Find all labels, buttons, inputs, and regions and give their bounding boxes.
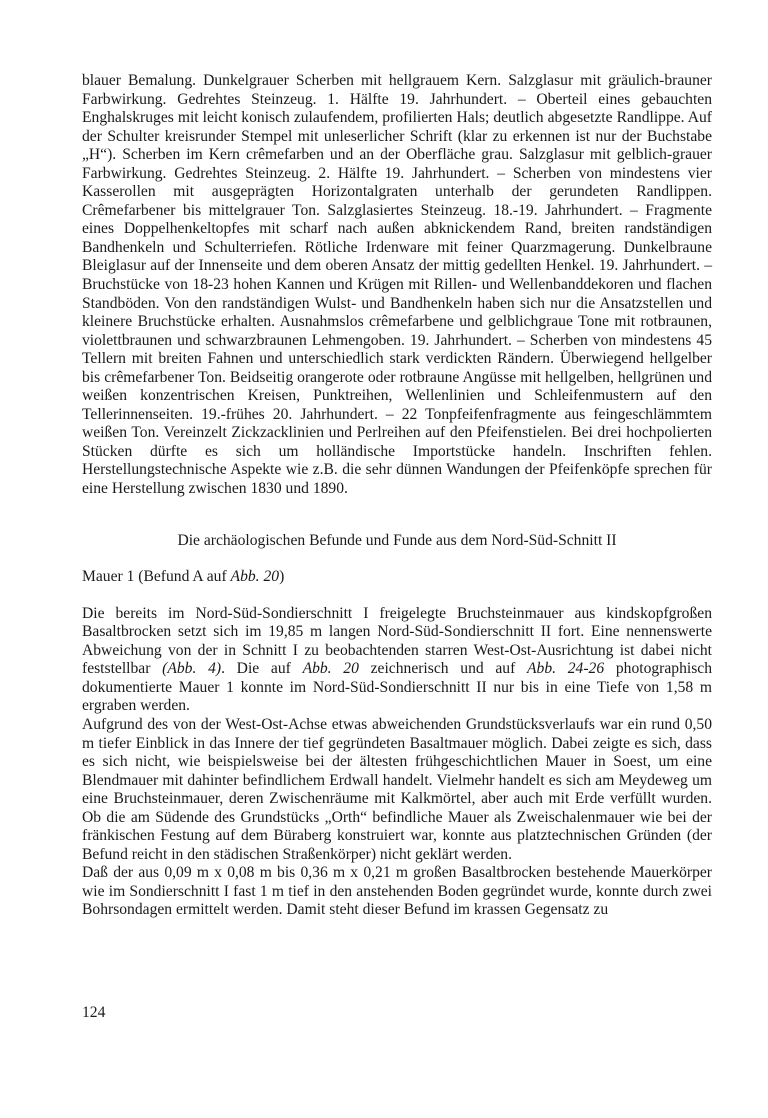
paragraph-wall-interior: Aufgrund des von der West-Ost-Achse etwas abweichenden Grundstücksverlaufs war ein rund 0,50 m tiefer Einblick in das Innere der tief gegründeten Basaltmauer möglich. Dabei zeigte es sich, dass es sich nicht, wie beispielsweise bei der ältesten frühgeschichtlichen Mauer in Soest, um eine Blendmauer mit dahinter befindlichem Erdwall handelt. Vielmehr handelt es sich am Meydeweg um eine Bruchsteinmauer, deren Zwischenräume mit Kalkmörtel, aber auch mit Erde verfüllt wurden. Ob die am Südende des Grundstücks „Orth“ befindliche Mauer als Zweischalenmauer wie bei der fränkischen Festung auf dem Büraberg konstruiert war, konnte aus platztechnischen Gründen (der Befund reicht in den städischen Straßenkörper) nicht geklärt werden. [82,715,712,863]
subheading-mauer-1 [82,568,712,587]
figure-ref-abb-20: Abb. 20 [302,660,359,678]
subheading-text: Mauer 1 (Befund A auf [82,568,231,586]
page-body [82,72,712,920]
paragraph-2-part-1: Die bereits im Nord-Süd-Sondierschnitt I freigelegte Bruchsteinmauer aus kindskopfgroßen Basaltbrocken setzt sich im 19,85 m langen Nord-Süd-Sondierschnitt II fort. Eine nennenswerte Abweichung von der in Schnitt I zu beobachtenden starren West-Ost-Ausrichtung ist dabei nicht feststellbar [82,604,712,678]
figure-ref-abb-4: (Abb. 4) [162,660,222,678]
subheading-figure-ref: Abb. 20 [230,568,280,586]
section-title: Die archäologischen Befunde und Funde aus dem Nord-Süd-Schnitt II [177,531,617,549]
figure-ref-abb-24-26: Abb. 24-26 [527,660,605,678]
paragraph-2-part-2: . Die auf [221,660,303,678]
page-number: 124 [82,1004,106,1021]
paragraph-2-part-4: photographisch dokumentierte Mauer 1 konnte im Nord-Süd-Sondierschnitt II nur bis in eine Tiefe von 1,58 m ergraben werden. [82,660,713,715]
paragraph-wall-foundation: Daß der aus 0,09 m x 0,08 m bis 0,36 m x 0,21 m großen Basaltbrocken bestehende Mauerkörper wie im Sondierschnitt I fast 1 m tief in den anstehenden Boden gegründet wurde, konnte durch zwei Bohrsondagen ermittelt werden. Damit steht dieser Befund im krassen Gegensatz zu [82,864,712,919]
subheading-close: ) [279,568,285,586]
paragraph-wall-description [82,605,712,716]
paragraph-ceramics-catalogue: blauer Bemalung. Dunkelgrauer Scherben mit hellgrauem Kern. Salzglasur mit gräulich-brauner Farbwirkung. Gedrehtes Steinzeug. 1. Hälfte 19. Jahrhundert. – Oberteil eines gebauchten Enghalskruges mit leicht konisch zulaufendem, profilierten Hals; deutlich abgesetzte Randlippe. Auf der Schulter kreisrunder Stempel mit unleserlicher Schrift (klar zu erkennen ist nur der Buchstabe „H“). Scherben im Kern crêmefarben und an der Oberfläche grau. Salzglasur mit gelblich-grauer Farbwirkung. Gedrehtes Steinzeug. 2. Hälfte 19. Jahrhundert. – Scherben von mindestens vier Kasserollen mit ausgeprägten Horizontalgraten unterhalb der gerundeten Randlippen. Crêmefarbener bis mittelgrauer Ton. Salzglasiertes Steinzeug. 18.-19. Jahrhundert. – Fragmente eines Doppelhenkeltopfes mit scharf nach außen abknickendem Rand, breiten randständigen Bandhenkeln und Schulterriefen. Rötliche Irdenware mit feiner Quarzmagerung. Dunkelbraune Bleiglasur auf der Innenseite und dem oberen Ansatz der mittig gedellten Henkel. 19. Jahrhundert. – Bruchstücke von 18-23 hohen Kannen und Krügen mit Rillen- und Wellenbanddekoren und flachen Standböden. Von den randständigen Wulst- und Bandhenkeln haben sich nur die Ansatzstellen und kleinere Bruchstücke erhalten. Ausnahmslos crêmefarbene und gelblichgraue Tone mit rotbraunen, violettbraunen und schwarzbraunen Lehmengoben. 19. Jahrhundert. – Scherben von mindestens 45 Tellern mit breiten Fahnen und unterschiedlich stark verdickten Rändern. Überwiegend hellgelber bis crêmefarbener Ton. Beidseitig orangerote oder rotbraune Angüsse mit hellgelben, hellgrünen und weißen konzentrischen Kreisen, Punktreihen, Wellenlinien und Schleifenmustern auf den Tellerinnenseiten. 19.-frühes 20. Jahrhundert. – 22 Tonpfeifenfragmente aus feingeschlämmtem weißen Ton. Vereinzelt Zickzacklinien und Perlreihen auf den Pfeifenstielen. Bei drei hochpolierten Stücken dürfte es sich um holländische Importstücke handeln. Inschriften fehlen. Herstellungstechnische Aspekte wie z.B. die sehr dünnen Wandungen der Pfeifenköpfe sprechen für eine Herstellung zwischen 1830 und 1890. [82,72,712,498]
paragraph-2-part-3: zeichnerisch und auf [358,660,528,678]
